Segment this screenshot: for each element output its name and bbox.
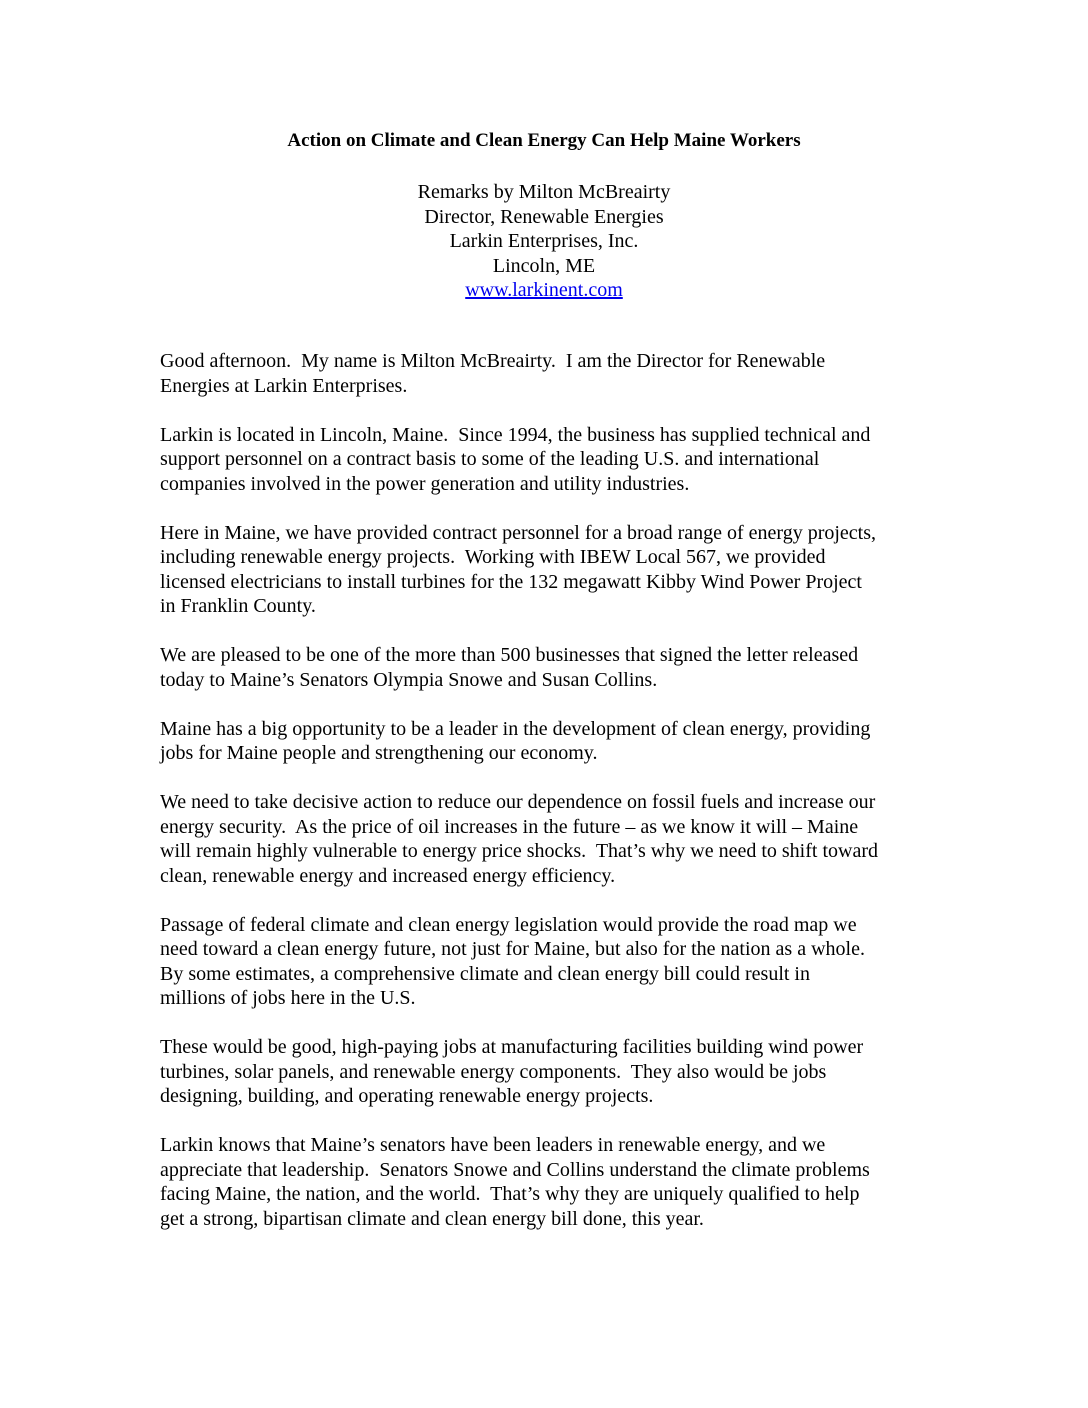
header-line: Larkin Enterprises, Inc.: [449, 230, 639, 252]
speaker-header: [0, 180, 1088, 303]
paragraph: [160, 349, 940, 398]
text-line: We are pleased to be one of the more than 500 businesses that signed the letter released: [160, 644, 859, 666]
text-line: Here in Maine, we have provided contract personnel for a broad range of energy projects,: [160, 521, 877, 544]
document-body: [160, 349, 940, 1256]
paragraph: [160, 913, 940, 1011]
paragraph: [160, 423, 940, 497]
text-line: By some estimates, a comprehensive climate and clean energy bill could result in: [160, 962, 810, 985]
text-line: Passage of federal climate and clean energy legislation would provide the road map we: [160, 913, 857, 936]
paragraph: [160, 1133, 940, 1231]
website-link[interactable]: www.larkinent.com: [465, 279, 623, 301]
document-title: Action on Climate and Clean Energy Can Help Maine Workers: [287, 130, 801, 151]
text-line: need toward a clean energy future, not just for Maine, but also for the nation as a whole.: [160, 938, 865, 960]
text-line: We need to take decisive action to reduce our dependence on fossil fuels and increase our: [160, 791, 876, 813]
text-line: millions of jobs here in the U.S.: [160, 987, 416, 1009]
paragraph: [160, 643, 940, 692]
text-line: Maine has a big opportunity to be a leader in the development of clean energy, providing: [160, 717, 871, 740]
text-line: energy security. As the price of oil increases in the future – as we know it will – Maine: [160, 815, 859, 838]
paragraph: [160, 521, 940, 619]
text-line: clean, renewable energy and increased energy efficiency.: [160, 864, 616, 887]
text-line: facing Maine, the nation, and the world. That’s why they are uniquely qualified to help: [160, 1183, 860, 1205]
text-line: Energies at Larkin Enterprises.: [160, 374, 408, 397]
text-line: companies involved in the power generation and utility industries.: [160, 472, 690, 495]
text-line: appreciate that leadership. Senators Snowe and Collins understand the climate problems: [160, 1158, 870, 1181]
header-line: Remarks by Milton McBreairty: [417, 181, 671, 203]
text-line: These would be good, high-paying jobs at manufacturing facilities building wind power: [160, 1036, 864, 1058]
text-line: get a strong, bipartisan climate and clean energy bill done, this year.: [160, 1207, 704, 1230]
text-line: Larkin is located in Lincoln, Maine. Since 1994, the business has supplied technical and: [160, 423, 871, 446]
text-line: will remain highly vulnerable to energy price shocks. That’s why we need to shift toward: [160, 840, 878, 862]
text-line: turbines, solar panels, and renewable energy components. They also would be jobs: [160, 1060, 827, 1083]
paragraph: [160, 1035, 940, 1109]
header-line: Lincoln, ME: [492, 254, 596, 277]
paragraph: [160, 790, 940, 888]
paragraph: [160, 717, 940, 766]
header-line: Director, Renewable Energies: [424, 205, 664, 228]
text-line: in Franklin County.: [160, 595, 316, 617]
text-line: Larkin knows that Maine’s senators have been leaders in renewable energy, and we: [160, 1134, 826, 1156]
text-line: designing, building, and operating renewable energy projects.: [160, 1085, 654, 1107]
text-line: jobs for Maine people and strengthening our economy.: [160, 742, 598, 764]
text-line: today to Maine’s Senators Olympia Snowe and Susan Collins.: [160, 668, 658, 691]
text-line: including renewable energy projects. Working with IBEW Local 567, we provided: [160, 546, 826, 568]
text-line: Good afternoon. My name is Milton McBreairty. I am the Director for Renewable: [160, 350, 826, 372]
text-line: licensed electricians to install turbines for the 132 megawatt Kibby Wind Power Project: [160, 570, 862, 593]
text-line: support personnel on a contract basis to some of the leading U.S. and international: [160, 448, 820, 470]
